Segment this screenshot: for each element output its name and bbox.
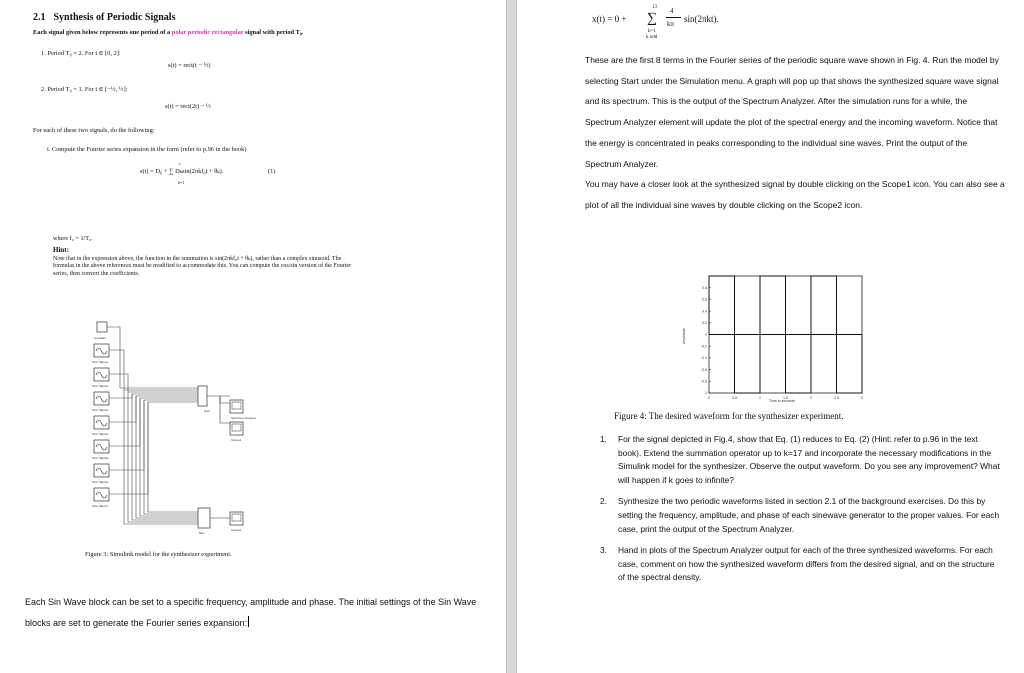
equation-fraction-denominator: kπ bbox=[667, 20, 675, 28]
list-item-i: i. Compute the Fourier series expansion in the form (refer to p.96 in the book) bbox=[47, 146, 247, 153]
simulink-diagram bbox=[80, 318, 280, 540]
mux-label: Mux bbox=[199, 531, 205, 535]
list-item bbox=[600, 433, 1000, 487]
list-number: 2. bbox=[600, 496, 607, 507]
list-item-1: 1. Period T₀ = 2. For t ∈ [0, 2]: bbox=[41, 50, 121, 57]
scope1-label: Scope1 bbox=[231, 438, 242, 442]
y-tick-label: 0.2 bbox=[702, 321, 707, 325]
y-tick-label: 0.8 bbox=[702, 285, 707, 290]
mux-block bbox=[198, 508, 210, 528]
y-axis-label: Amplitude bbox=[682, 328, 686, 344]
list-text: For the signal depicted in Fig.4, show that Eq. (1) reduces to Eq. (2) (Hint: refer to p.96 in the text book). Extend the summation operator up to k=17 and incorporate the necessary modifications in the Simulink model for the synthesizer. Observe the output waveform. Do you see any improvement? What will happen if k goes to infinite? bbox=[618, 434, 1000, 485]
sum-label: Sum bbox=[204, 409, 211, 413]
y-tick-label: 0 bbox=[705, 332, 707, 337]
sum-block bbox=[198, 386, 207, 406]
hint-body: Note that in the expression above, the function in the summation is sin(2πkf₀t + θₖ), rather than a complex sinusoid. The formulas in the above references must be modified to accommodate this. You can compute the cos/sin version of the Fourier series, then convert the coefficients. bbox=[53, 256, 352, 277]
equation-rhs: sin(2πkt). bbox=[684, 14, 719, 24]
section-number: 2.1 bbox=[33, 12, 46, 23]
equation-sum-lower-1: k=1 bbox=[648, 29, 656, 34]
intro-text-part: Each signal given below represents one period of a bbox=[33, 29, 172, 36]
paragraph-1: These are the first 8 terms in the Fourier series of the periodic square wave shown in Fig. 4. Run the model by selecting Start under the Simulation menu. A graph will pop up that shows the synthesized square wave signal and its spectrum. This is the output of the Spectrum Analyzer. After the simulation runs for a while, the Spectrum Analyzer element will update the plot of the spectral energy and the incoming waveform. Notice that the energy is concentrated in peaks corresponding to the individual sine waves. Print the output of the Spectrum Analyzer. bbox=[585, 55, 999, 169]
list-item bbox=[600, 495, 1000, 536]
sine-label-3: Sine Wave3 bbox=[92, 408, 109, 412]
where-text: where f₀ = 1/T₀. bbox=[53, 235, 93, 242]
sine-label-1: Sine Wave1 bbox=[92, 360, 109, 364]
spectrum-analyzer-label: Spectrum Analyzer bbox=[231, 416, 257, 420]
x-tick-label: 1.5 bbox=[783, 396, 788, 400]
square-wave-chart bbox=[679, 268, 879, 406]
list-text: Synthesize the two periodic waveforms listed in section 2.1 of the background exercises. Do this by setting the frequency, amplitude, and phase of each sinewave generator to the proper values. For each case, print the output of the Spectrum Analyzer. bbox=[618, 496, 1000, 534]
paragraph-2: You may have a closer look at the synthesized signal by double clicking on the Scope1 icon. You can also see a plot of all the individual sine waves by double clicking on the Scope2 icon. bbox=[585, 179, 1005, 210]
section-heading bbox=[33, 12, 175, 23]
y-tick-label: 0.6 bbox=[702, 297, 707, 302]
sine-label-6: Sine Wave6 bbox=[92, 480, 109, 484]
task-list bbox=[600, 433, 1000, 593]
list-item bbox=[600, 544, 1000, 585]
y-tick-label: 0.4 bbox=[702, 309, 707, 314]
equation-number: (1) bbox=[268, 168, 276, 175]
body-paragraphs bbox=[585, 50, 1005, 216]
x-tick-label: 0 bbox=[708, 396, 710, 400]
intro-text bbox=[33, 29, 303, 36]
x-tick-label: 2.5 bbox=[834, 396, 839, 400]
x-tick-label: 3 bbox=[861, 396, 863, 400]
figure3-caption: Figure 3: Simulink model for the synthesizer experiment. bbox=[85, 551, 232, 558]
text-cursor bbox=[248, 616, 249, 627]
section-title: Synthesis of Periodic Signals bbox=[53, 12, 176, 23]
fourier-equation: s(t) = D₀ + ∑ Dₖsin(2πkf₀t + θₖ). bbox=[140, 168, 224, 175]
sinwave-paragraph[interactable] bbox=[25, 592, 485, 634]
hint-heading: Hint: bbox=[53, 246, 69, 254]
list-item-2: 2. Period T₀ = 1. For t ∈ [−½, ½]: bbox=[41, 86, 128, 93]
intro-highlight: polar periodic rectangular bbox=[171, 29, 244, 36]
document-page-left bbox=[0, 0, 506, 673]
x-axis-label: Time in seconds bbox=[768, 399, 796, 403]
constant-block bbox=[97, 322, 107, 332]
y-tick-label: -0.4 bbox=[701, 356, 707, 361]
equation-sum-upper: 13 bbox=[652, 5, 657, 10]
sinwave-paragraph-text: Each Sin Wave block can be set to a specific frequency, amplitude and phase. The initial settings of the Sin Wave blocks are set to generate the Fourier series expansion: bbox=[25, 597, 477, 628]
fraction-bar bbox=[666, 17, 681, 18]
equation-fraction-numerator: 4 bbox=[670, 7, 674, 15]
list-text: Hand in plots of the Spectrum Analyzer output for each of the three synthesized waveforms. For each case, comment on how the synthesized waveform differs from the desired signal, and on the structure of the spectral density. bbox=[618, 545, 995, 583]
x-tick-label: 2 bbox=[810, 396, 812, 400]
sine-label-4: Sine Wave4 bbox=[92, 432, 109, 436]
constant-label: Constant bbox=[94, 336, 107, 340]
equation-lhs: x(t) = 0 + bbox=[592, 14, 627, 24]
scope2-label: Scope2 bbox=[231, 528, 242, 532]
page-gutter bbox=[506, 0, 517, 673]
intro-text-part: signal with period T₀. bbox=[243, 29, 304, 36]
sine-label-7: Sine Wave7 bbox=[92, 504, 109, 508]
y-tick-label: -0.8 bbox=[701, 379, 707, 384]
sine-label-5: Sine Wave5 bbox=[92, 456, 109, 460]
y-tick-label: -1 bbox=[703, 391, 707, 396]
x-tick-label: 1 bbox=[759, 396, 761, 400]
list-number: 1. bbox=[600, 434, 607, 444]
sigma-icon: ∑ bbox=[647, 11, 657, 26]
y-tick-label: -0.6 bbox=[701, 367, 707, 372]
fourier-sum-upper: ∞ bbox=[178, 161, 181, 166]
list-number: 3. bbox=[600, 545, 607, 556]
document-page-right bbox=[517, 0, 1024, 673]
equation-sum-lower-2: k odd bbox=[646, 35, 658, 40]
fourier-sum-lower: k=1 bbox=[178, 180, 185, 185]
instruction-text: For each of these two signals, do the following: bbox=[33, 127, 155, 134]
equation-item-1: s(t) = rect(t − ½) bbox=[168, 62, 211, 69]
x-tick-label: 0.5 bbox=[732, 396, 737, 400]
y-tick-label: -0.2 bbox=[701, 344, 707, 349]
figure4-caption: Figure 4: The desired waveform for the synthesizer experiment. bbox=[614, 411, 844, 421]
sine-label-2: Sine Wave2 bbox=[92, 384, 109, 388]
equation-item-2: s(t) = rect(2t) − ½ bbox=[165, 103, 211, 110]
